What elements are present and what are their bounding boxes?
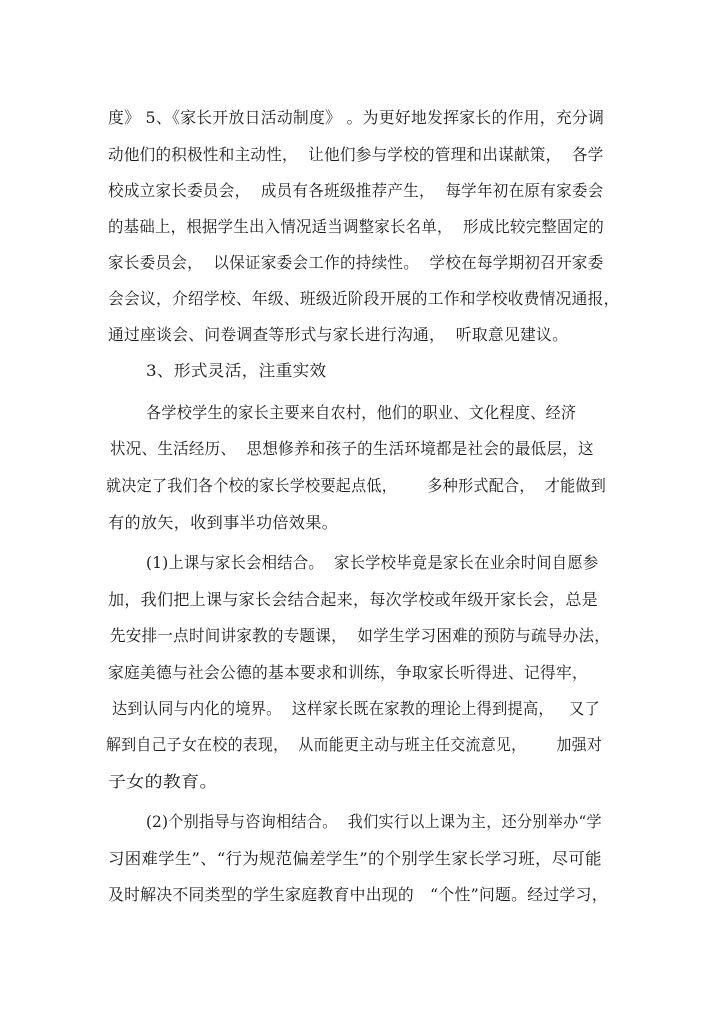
text-line: 子女的教育。	[108, 772, 218, 791]
text-line: 各学校学生的家长主要来自农村，他们的职业、文化程度、经济	[146, 403, 577, 422]
text-line: (2)个别指导与咨询相结合。 我们实行以上课为主，还分别举办“学	[146, 812, 602, 831]
text-line: 校成立家长委员会， 成员有各班级推荐产生， 每学年初在原有家委会	[108, 181, 604, 200]
text-line: 解到自己子女在校的表现， 从而能更主动与班主任交流意见， 加强对	[106, 735, 603, 754]
text-line: 及时解决不同类型的学生家庭教育中出现的 “个性”问题。经过学习，	[108, 885, 608, 904]
text-line: 家长委员会， 以保证家委会工作的持续性。 学校在每学期初召开家委	[108, 253, 604, 272]
text-line: 通过座谈会、问卷调查等形式与家长进行沟通， 听取意见建议。	[108, 325, 569, 344]
text-line: 动他们的积极性和主动性， 让他们参与学校的管理和出谋献策， 各学	[108, 145, 604, 164]
text-line: 度》 5、《家长开放日活动制度》 。为更好地发挥家长的作用，充分调	[108, 108, 605, 127]
text-line: 会会议，介绍学校、年级、班级近阶段开展的工作和学校收费情况通报，	[108, 289, 620, 308]
text-line: 状况、生活经历、 思想修养和孩子的生活环境都是社会的最低层，这	[110, 439, 594, 458]
text-line: 就决定了我们各个校的家长学校要起点低， 多种形式配合， 才能做到	[106, 476, 607, 495]
text-line: 达到认同与内化的境界。 这样家长既在家教的理论上得到提高， 又了	[112, 699, 600, 718]
section-heading: 3、形式灵活，注重实效	[146, 361, 327, 380]
text-line: 先安排一点时间讲家教的专题课， 如学生学习困难的预防与疏导办法，	[110, 626, 611, 645]
text-line: 的基础上，根据学生出入情况适当调整家长名单， 形成比较完整固定的	[108, 217, 605, 236]
text-line: 有的放矢，收到事半功倍效果。	[108, 513, 339, 532]
text-line: 加，我们把上课与家长会结合起来，每次学校或年级开家长会，总是	[108, 590, 598, 609]
text-line: 习困难学生”、“行为规范偏差学生”的个别学生家长学习班，尽可能	[108, 849, 602, 868]
text-line: 家庭美德与社会公德的基本要求和训练，争取家长听得进、记得牢，	[108, 663, 589, 682]
text-line: (1)上课与家长会相结合。 家长学校毕竟是家长在业余时间自愿参	[146, 553, 599, 572]
